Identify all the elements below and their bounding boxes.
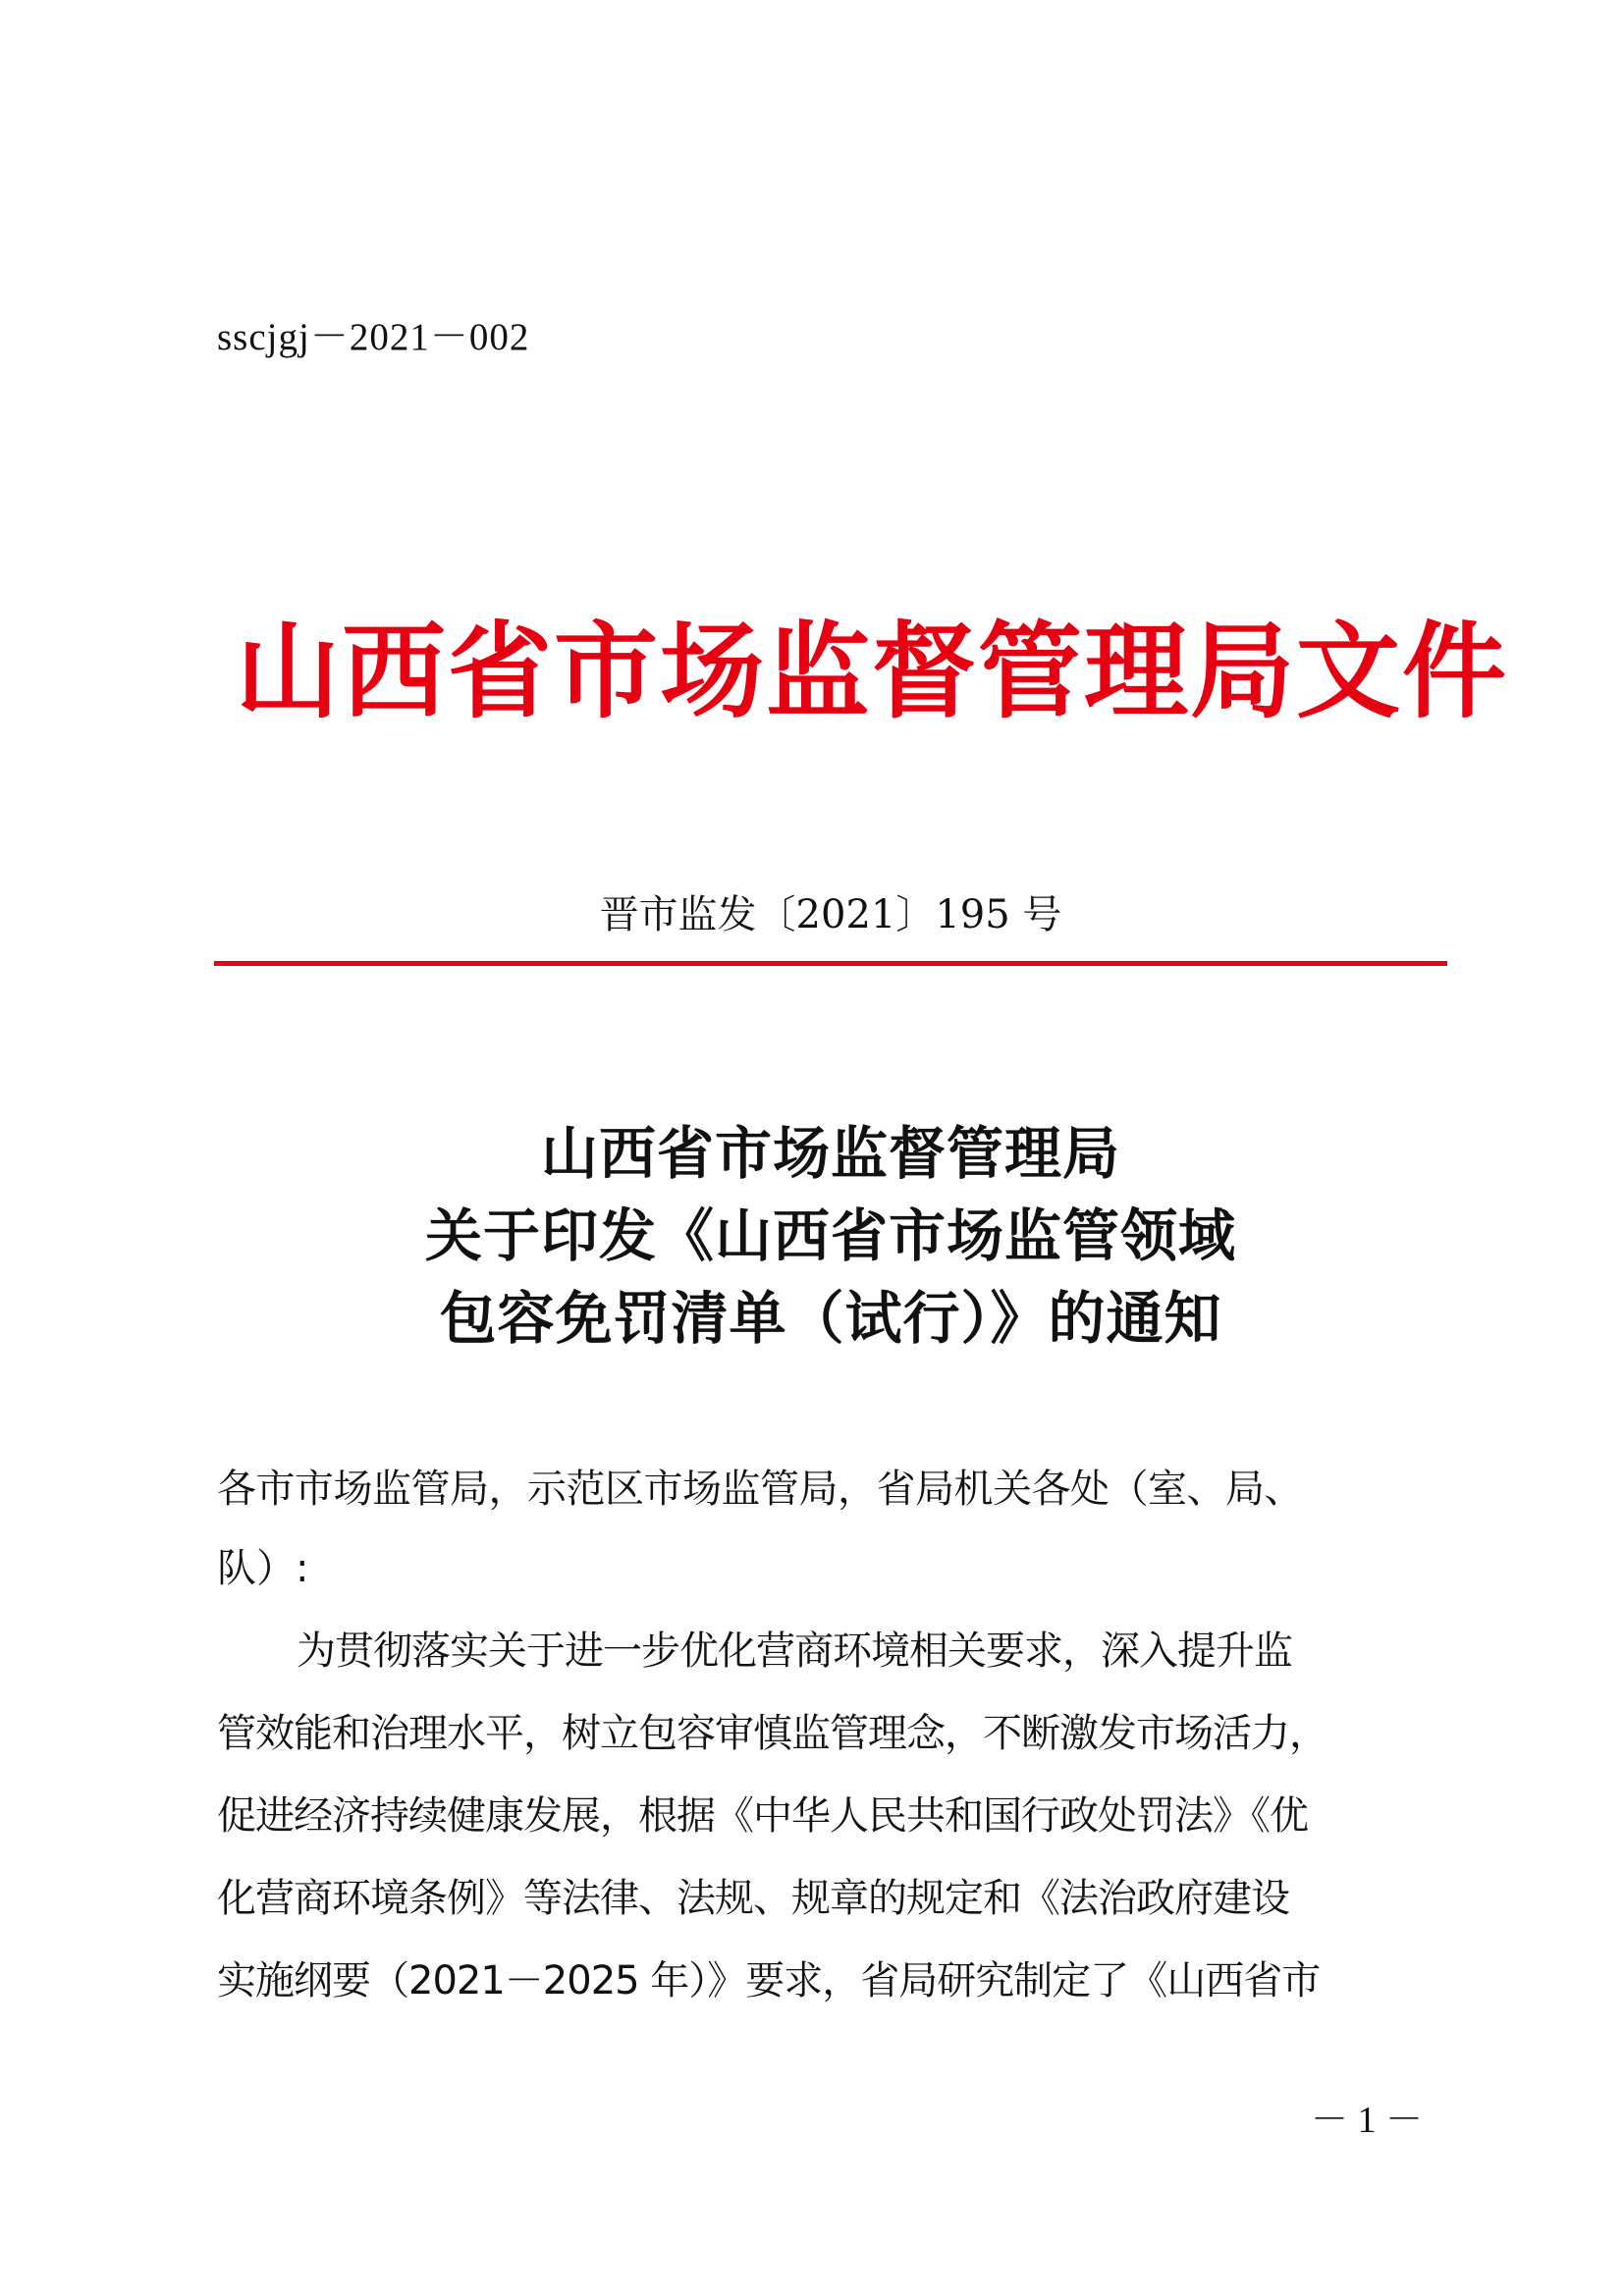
addressee-line-2: 队）: [217,1546,309,1591]
page-number: － 1 － [1311,2100,1424,2141]
title-line-2: 关于印发《山西省市场监管领域 [424,1202,1236,1269]
title-line-1: 山西省市场监督管理局 [540,1120,1120,1187]
paragraph-line-1: 为贯彻落实关于进一步优化营商环境相关要求，深入提升监 [297,1629,1292,1674]
paragraph-line-3: 促进经济持续健康发展，根据《中华人民共和国行政处罚法》《优 [217,1793,1308,1839]
issuing-authority-heading: 山西省市场监督管理局文件 [236,610,1508,732]
document-serial-id: sscjgj－2021－002 [217,316,530,358]
addressee-line-1: 各市市场监管局，示范区市场监管局，省局机关各处（室、局、 [217,1467,1303,1512]
title-line-3: 包容免罚清单（试行）》的通知 [439,1285,1222,1352]
paragraph-line-5: 实施纲要（2021－2025 年）》要求，省局研究制定了《山西省市 [217,1958,1321,2003]
paragraph-line-4: 化营商环境条例》等法律、法规、规章的规定和《法治政府建设 [217,1876,1289,1921]
red-separator-line [214,961,1447,966]
paragraph-line-2: 管效能和治理水平，树立包容审慎监管理念，不断激发市场活力， [217,1711,1327,1756]
document-number: 晋市监发〔2021〕195 号 [599,892,1062,937]
